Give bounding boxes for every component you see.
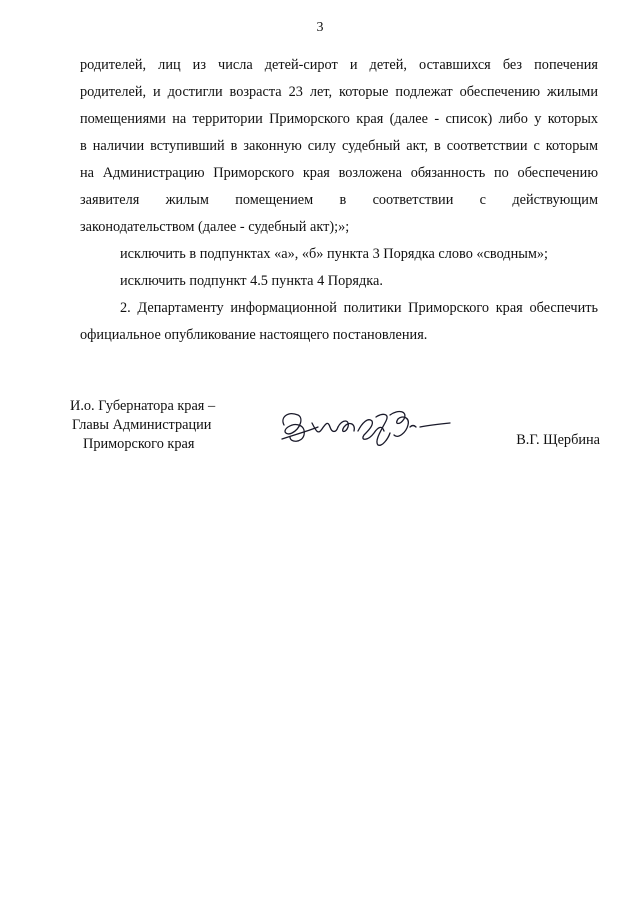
signatory-title-line: Главы Администрации <box>72 417 212 433</box>
body-line: помещениями на территории Приморского края (далее - список) либо у которых <box>80 111 598 127</box>
amendment-item: исключить в подпунктах «а», «б» пункта 3 Порядка слово «сводным»; <box>120 246 548 262</box>
paragraph-2-line: официальное опубликование настоящего постановления. <box>80 327 428 343</box>
page-number: 3 <box>316 20 324 35</box>
handwritten-signature <box>278 405 458 449</box>
body-line: родителей, лиц из числа детей-сирот и детей, оставшихся без попечения <box>80 57 598 73</box>
body-line: родителей, и достигли возраста 23 лет, которые подлежат обеспечению жилыми <box>80 84 598 100</box>
body-line: в наличии вступивший в законную силу судебный акт, в соответствии с которым <box>80 138 598 154</box>
body-line: заявителя жилым помещением в соответствии с действующим <box>80 192 598 208</box>
signatory-title-line: И.о. Губернатора края – <box>70 398 216 414</box>
signer-name: В.Г. Щербина <box>516 432 600 448</box>
body-line: на Администрацию Приморского края возложена обязанность по обеспечению <box>80 165 598 181</box>
document-body <box>80 52 598 349</box>
signatory-title-line: Приморского края <box>83 436 195 452</box>
paragraph-2-line: 2. Департаменту информационной политики Приморского края обеспечить <box>120 300 598 316</box>
body-line: законодательством (далее - судебный акт);»; <box>80 219 350 235</box>
amendment-item: исключить подпункт 4.5 пункта 4 Порядка. <box>120 273 383 289</box>
signatory-title <box>70 397 215 454</box>
